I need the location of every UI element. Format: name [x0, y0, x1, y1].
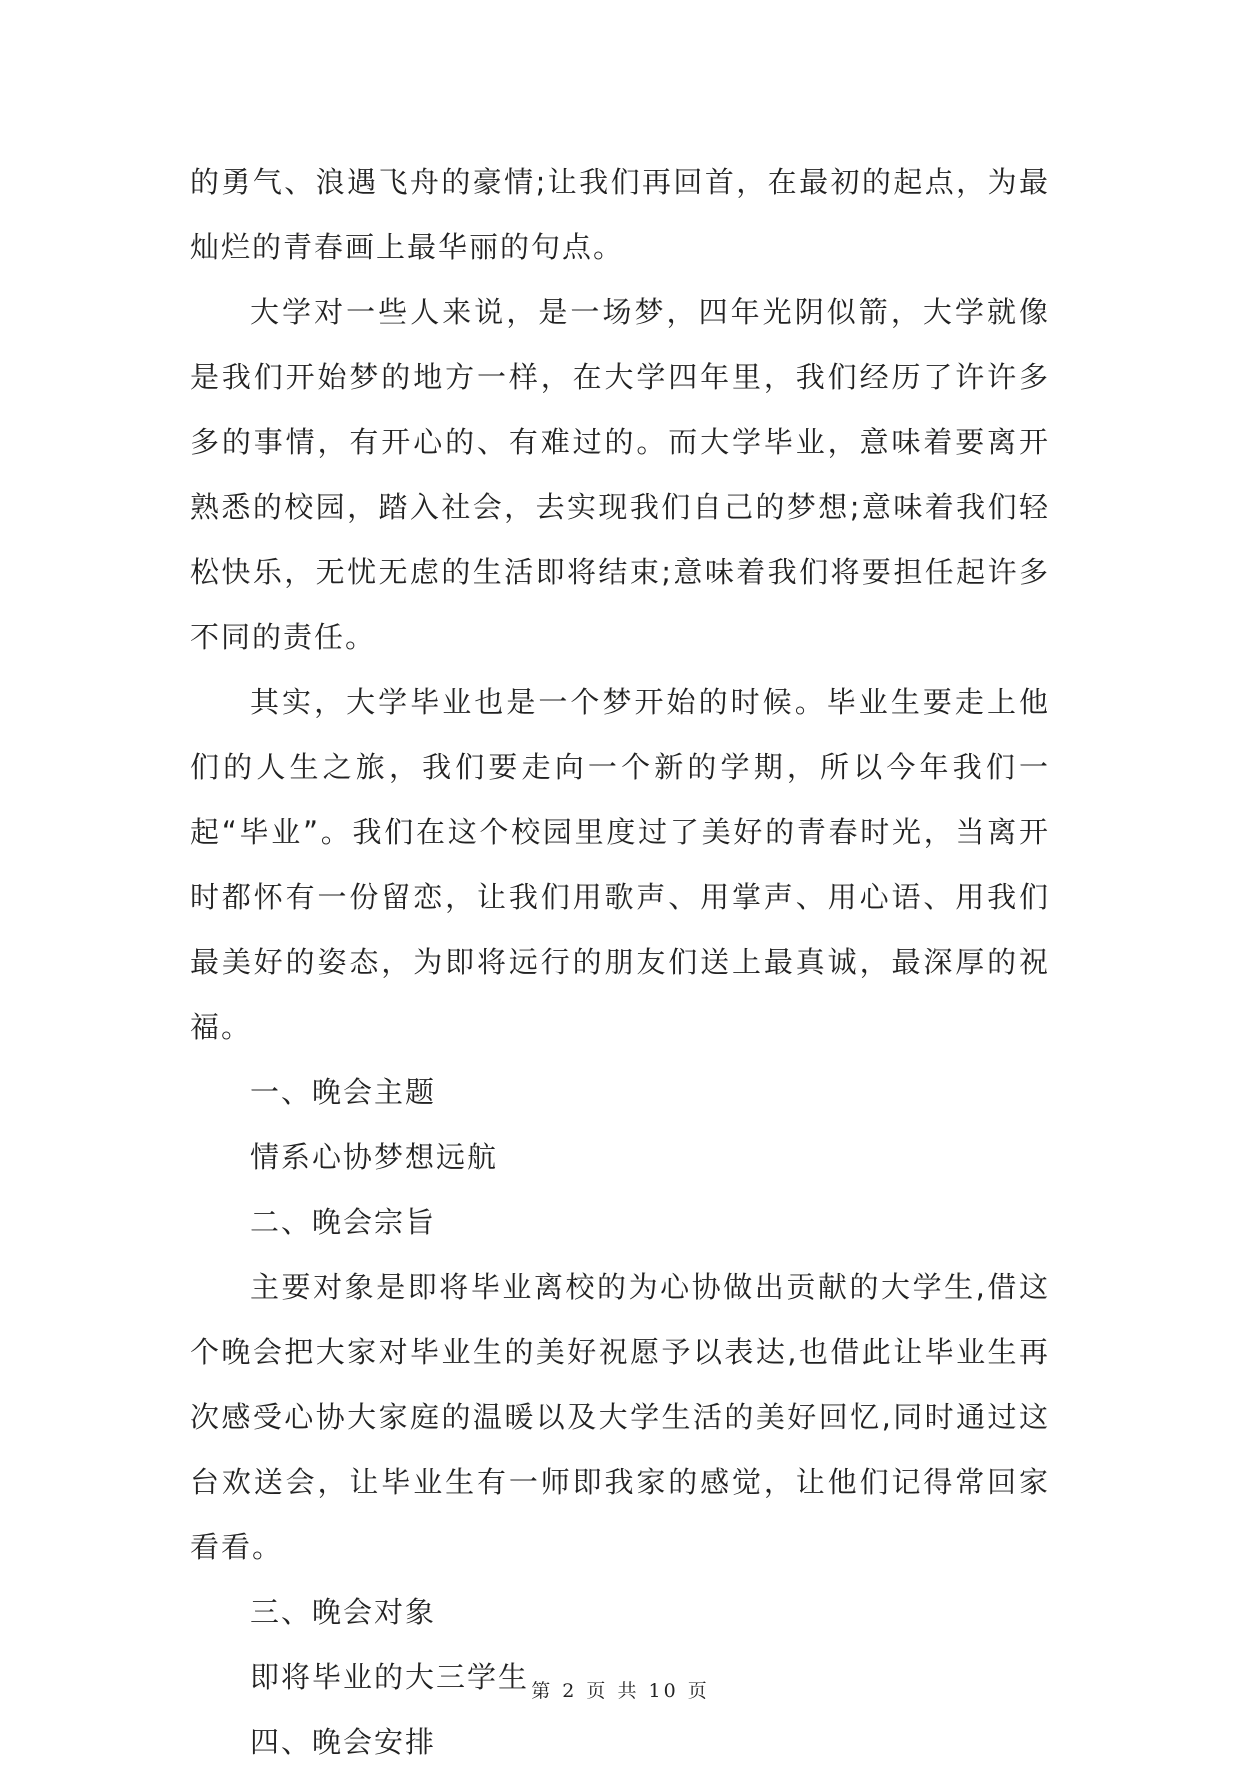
section-heading-theme: 一、晚会主题: [250, 1075, 437, 1109]
paragraph-continued: 的勇气、浪遇飞舟的豪情;让我们再回首，在最初的起点，为最灿烂的青春画上最华丽的句点。: [190, 165, 1050, 264]
document-body: [190, 150, 1050, 1775]
theme-text: 情系心协梦想远航: [250, 1140, 499, 1174]
purpose-text: 主要对象是即将毕业离校的为心协做出贡献的大学生,借这个晚会把大家对毕业生的美好祝愿予以表达,也借此让毕业生再次感受心协大家庭的温暖以及大学生活的美好回忆,同时通过这台欢送会，让毕业生有一师即我家的感觉，让他们记得常回家看看。: [190, 1270, 1050, 1564]
paragraph-university-dream: 大学对一些人来说，是一场梦，四年光阴似箭，大学就像是我们开始梦的地方一样，在大学四年里，我们经历了许许多多的事情，有开心的、有难过的。而大学毕业，意味着要离开熟悉的校园，踏入社会，去实现我们自己的梦想;意味着我们轻松快乐，无忧无虑的生活即将结束;意味着我们将要担任起许多不同的责任。: [190, 295, 1050, 654]
section-heading-audience: 三、晚会对象: [250, 1595, 437, 1629]
section-heading-arrangement: 四、晚会安排: [250, 1725, 437, 1759]
audience-text: 即将毕业的大三学生: [250, 1660, 530, 1694]
paragraph-graduation-start: 其实，大学毕业也是一个梦开始的时候。毕业生要走上他们的人生之旅，我们要走向一个新的学期，所以今年我们一起“毕业”。我们在这个校园里度过了美好的青春时光，当离开时都怀有一份留恋，让我们用歌声、用掌声、用心语、用我们最美好的姿态，为即将远行的朋友们送上最真诚，最深厚的祝福。: [190, 685, 1050, 1044]
page-number-footer: 第 2 页 共 10 页: [531, 1680, 710, 1702]
section-heading-purpose: 二、晚会宗旨: [250, 1205, 437, 1239]
